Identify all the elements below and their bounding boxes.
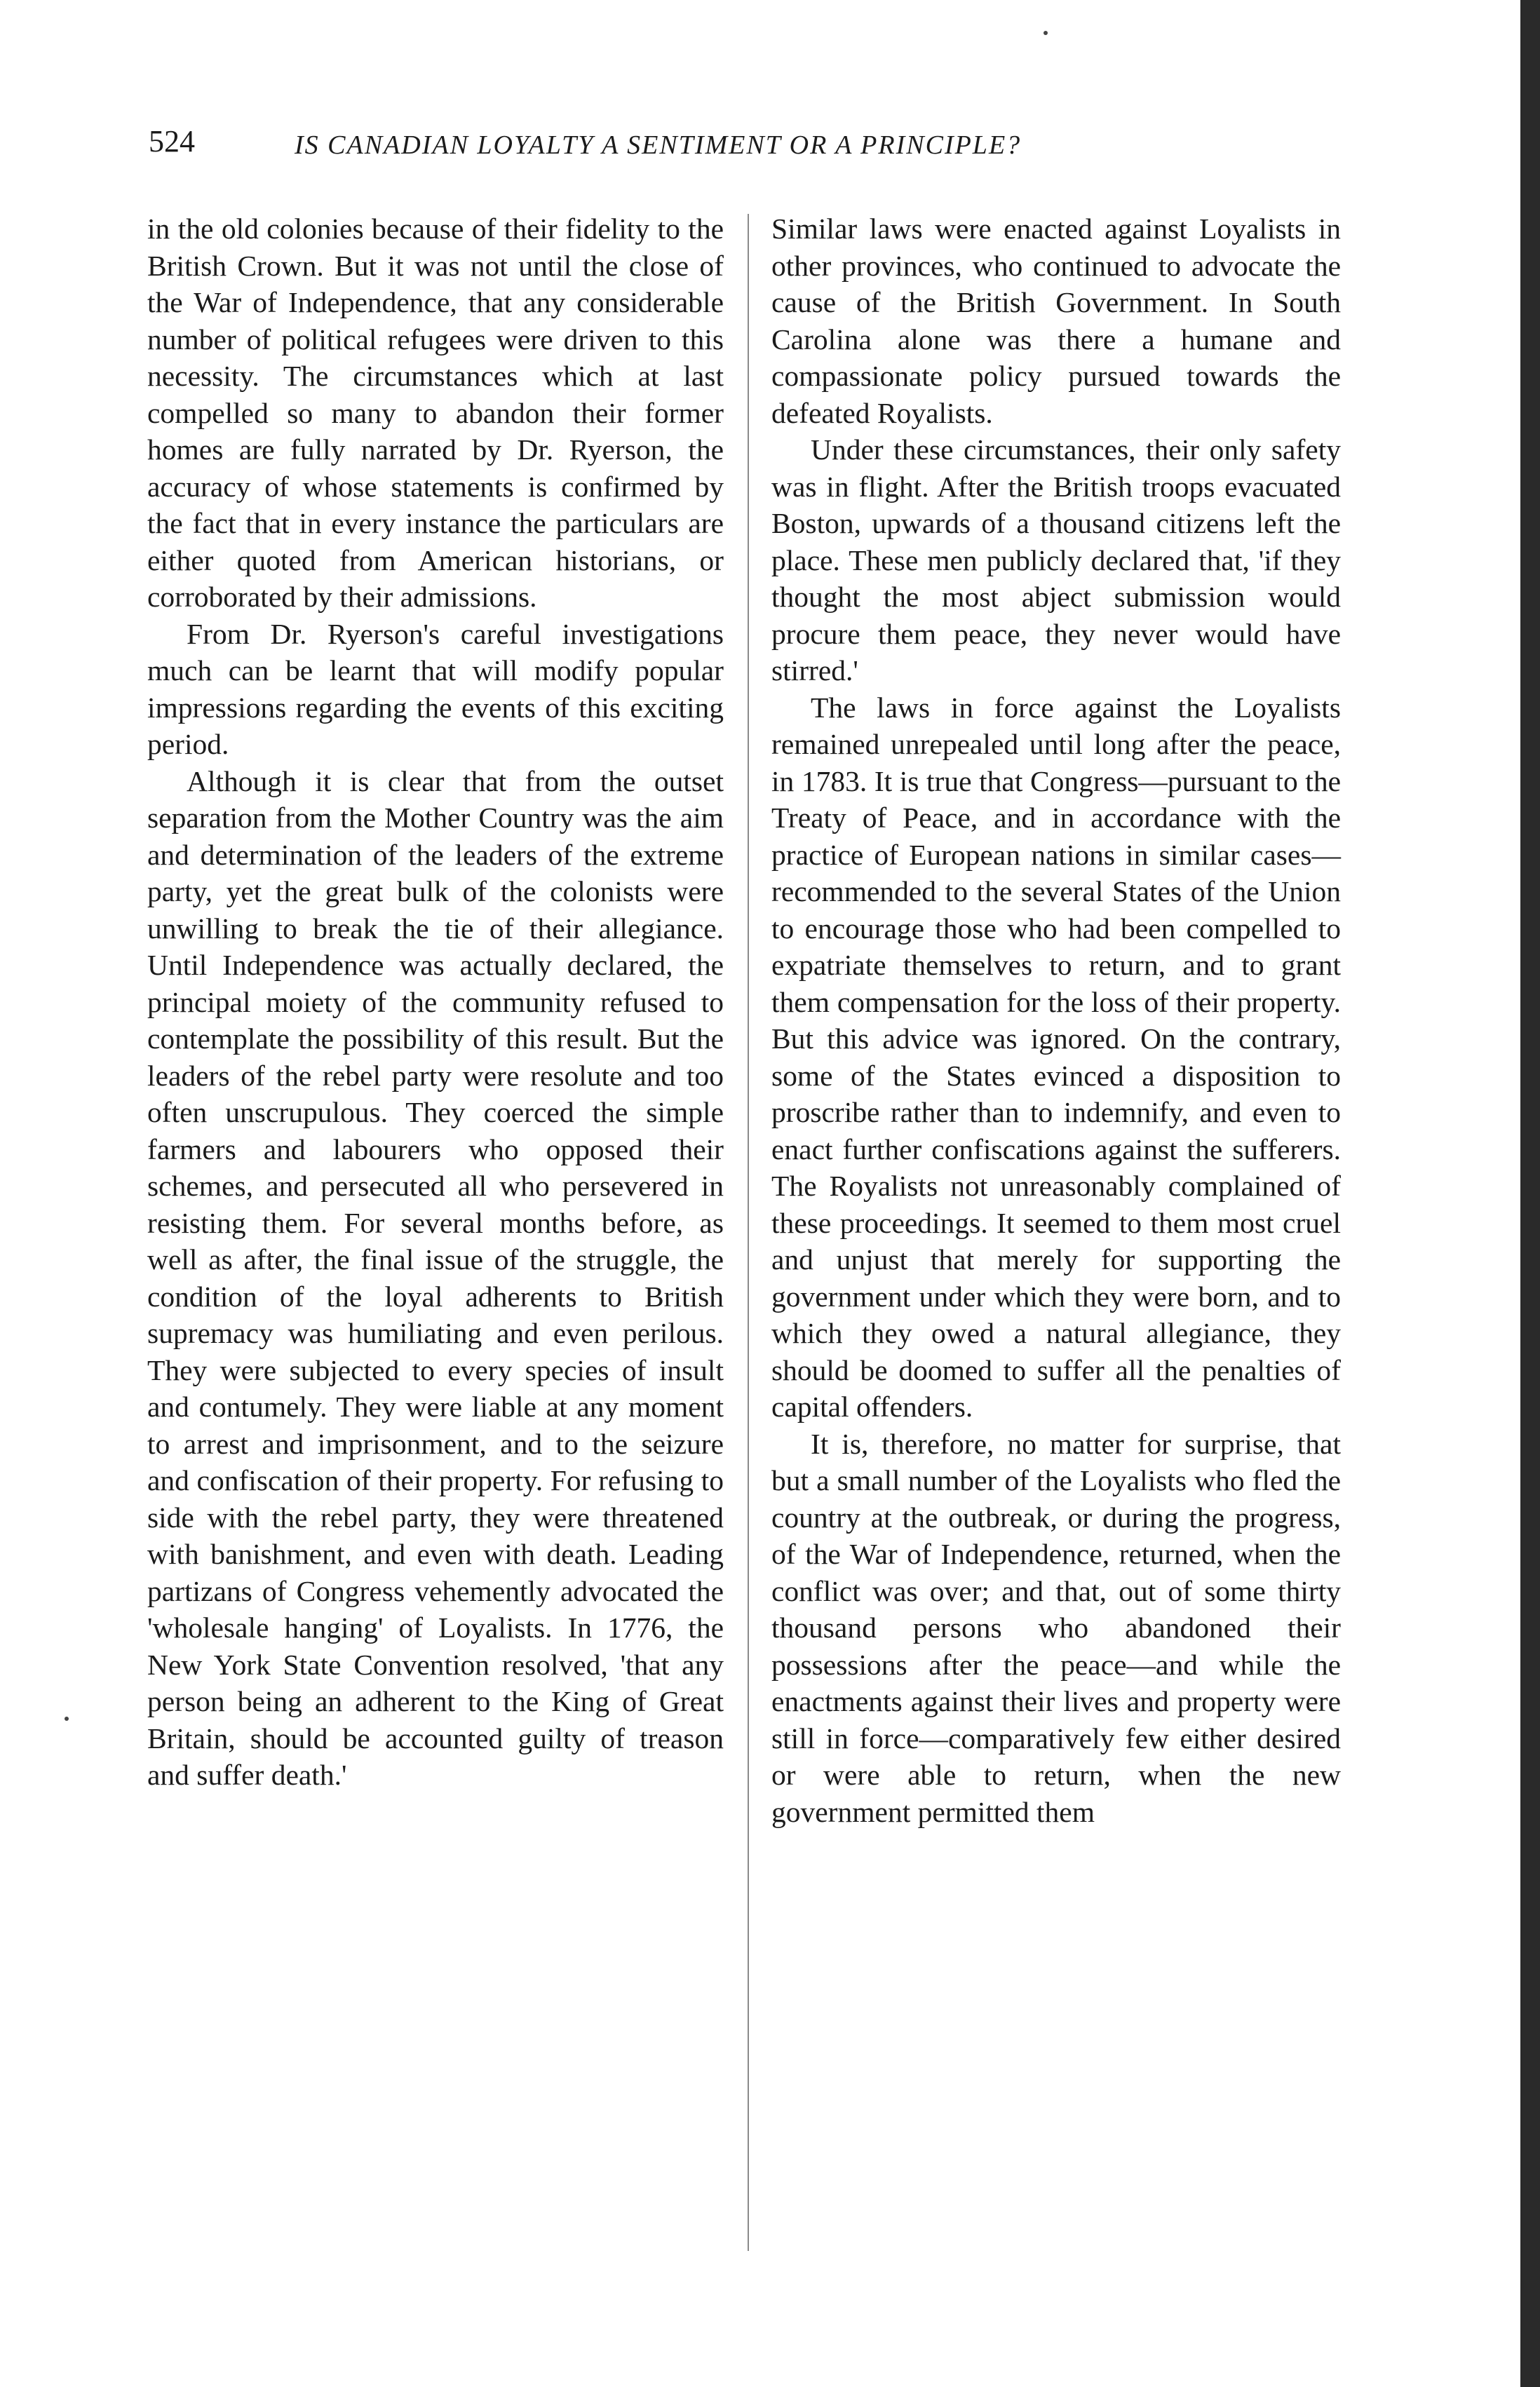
paragraph: The laws in force against the Loyalists remained unrepealed until long after the peace, in 1783. It is true that Congress—pursuant to the Treaty of Peace, and in accordance with the practice of European nations in similar cases—recommended to the several States of the Union to encourage those who had been compelled to expatriate themselves to return, and to grant them compensation for the loss of their property. But this advice was ignored. On the contrary, some of the States evinced a disposition to proscribe rather than to indemnify, and even to enact further confiscations against the sufferers. The Royalists not unreasonably complained of these proceedings. It seemed to them most cruel and unjust that merely for supporting the government under which they were born, and to which they owed a natural allegiance, they should be doomed to suffer all the penalties of capital offenders. — [771, 691, 1341, 1423]
paragraph: It is, therefore, no matter for surprise, that but a small number of the Loyalists who fled the country at the outbreak, or during the progress, of the War of Independence, returned, when the conflict was over; and that, out of some thirty thousand persons who abandoned their possessions after the peace—and while the enactments against their lives and property were still in force—comparatively few either desired or were able to return, when the new government permitted them — [771, 1427, 1341, 1828]
left-column — [147, 210, 724, 1794]
running-title: IS CANADIAN LOYALTY A SENTIMENT OR A PRINCIPLE? — [295, 130, 1022, 160]
paragraph: Under these circumstances, their only safety was in flight. After the British troops evacuated Boston, upwards of a thousand citizens left the place. These men publicly declared that, 'if they thought the most abject submission would procure them peace, they never would have stirred.' — [771, 433, 1341, 687]
scan-speck — [1043, 31, 1048, 35]
paragraph: From Dr. Ryerson's careful investigations much can be learnt that will modify popular impressions regarding the events of this exciting period. — [147, 617, 724, 760]
scan-edge-bar — [1520, 0, 1540, 2387]
page-number: 524 — [149, 124, 195, 158]
column-divider — [748, 214, 749, 2251]
paragraph: in the old colonies because of their fidelity to the British Crown. But it was not until the close of the War of Independence, that any considerable number of political refugees were driven to this necessity. The circumstances which at last compelled so many to abandon their former homes are fully narrated by Dr. Ryerson, the accuracy of whose statements is confirmed by the fact that in every instance the particulars are either quoted from American historians, or corroborated by their admissions. — [147, 212, 724, 613]
right-column — [771, 210, 1341, 1830]
scan-speck — [65, 1717, 69, 1721]
paragraph: Similar laws were enacted against Loyalists in other provinces, who continued to advocate the cause of the British Government. In South Carolina alone was there a humane and compassionate policy pursued towards the defeated Royalists. — [771, 212, 1341, 429]
paragraph: Although it is clear that from the outset separation from the Mother Country was the aim and determination of the leaders of the extreme party, yet the great bulk of the colonists were unwilling to break the tie of their allegiance. Until Independence was actually declared, the principal moiety of the community refused to contemplate the possibility of this result. But the leaders of the rebel party were resolute and too often unscrupulous. They coerced the simple farmers and labourers who opposed their schemes, and persecuted all who persevered in resisting them. For several months before, as well as after, the final issue of the struggle, the condition of the loyal adherents to British supremacy was humiliating and even perilous. They were subjected to every species of insult and contumely. They were liable at any moment to arrest and imprisonment, and to the seizure and confiscation of their property. For refusing to side with the rebel party, they were threatened with banishment, and even with death. Leading partizans of Congress vehemently advocated the 'wholesale hanging' of Loyalists. In 1776, the New York State Convention resolved, 'that any person being an adherent to the King of Great Britain, should be accounted guilty of treason and suffer death.' — [147, 764, 724, 1791]
